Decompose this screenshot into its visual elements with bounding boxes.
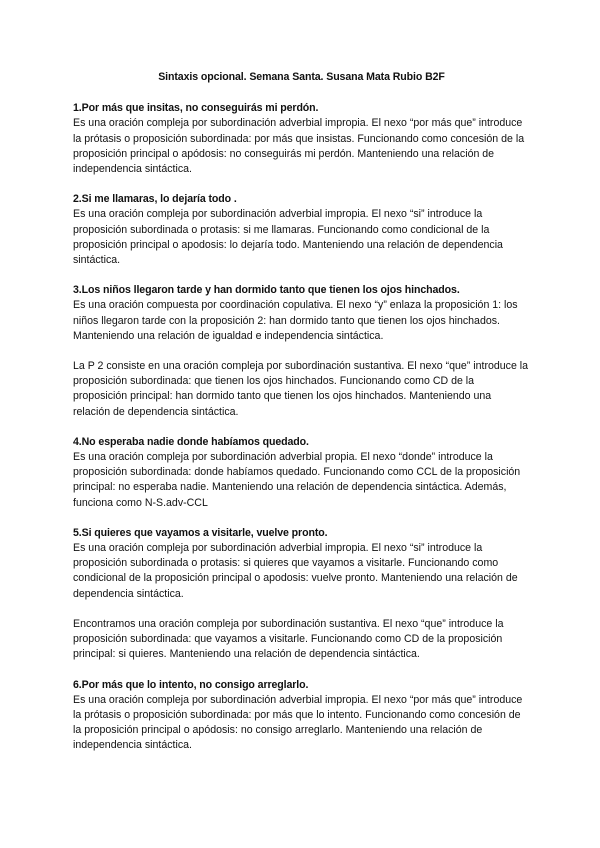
paragraph-spacer — [73, 344, 530, 359]
paragraph-spacer — [73, 602, 530, 617]
section-paragraph: Es una oración compleja por subordinación adverbial impropia. El nexo “por más que” introduce la prótasis o proposición subordinada: por más que insistas. Funcionando como concesión de la proposición principal o apódosis: no conseguirás mi perdón. Manteniendo una relación de independencia sintáctica. — [73, 117, 525, 176]
section-2 — [73, 192, 530, 268]
section-paragraph: Es una oración compuesta por coordinación copulativa. El nexo “y” enlaza la proposición 1: los niños llegaron tarde con la proposición 2: han dormido tanto que tienen los ojos hinchados. Manteniendo una relación de igualdad e independencia sintáctica. — [73, 299, 518, 342]
section-heading: 6.Por más que lo intento, no consigo arreglarlo. — [73, 678, 309, 691]
section-4 — [73, 435, 530, 511]
document-title: Sintaxis opcional. Semana Santa. Susana Mata Rubio B2F — [158, 71, 445, 83]
section-heading: 1.Por más que insitas, no conseguirás mi perdón. — [73, 102, 319, 115]
section-paragraph: Encontramos una oración compleja por subordinación sustantiva. El nexo “que” introduce la proposición subordinada: que vayamos a visitarle. Funcionando como CD de la proposición principal: si quieres. Manteniendo una relación de dependencia sintáctica. — [73, 617, 504, 661]
section-paragraph: Es una oración compleja por subordinación adverbial impropia. El nexo “por más que” introduce la prótasis o proposición subordinada: por más que lo intento. Funcionando como concesión de la proposición principal o apódosis: no consigo arreglarlo. Manteniendo una relación de independencia sintáctica. — [73, 693, 523, 752]
section-3 — [73, 283, 530, 420]
section-paragraph: Es una oración compleja por subordinación adverbial impropia. El nexo “si” introduce la proposición subordinada o protasis: si quieres que vayamos a visitarle. Funcionando como condicional de la proposición principal o apodosis: vuelve pronto. Manteniendo una relación de dependencia sintáctica. — [73, 542, 518, 600]
section-heading: 2.Si me llamaras, lo dejaría todo . — [73, 193, 237, 206]
section-heading: 5.Si quieres que vayamos a visitarle, vuelve pronto. — [73, 526, 328, 539]
section-heading: 3.Los niños llegaron tarde y han dormido tanto que tienen los ojos hinchados. — [73, 284, 460, 297]
section-heading: 4.No esperaba nadie donde habíamos quedado. — [73, 435, 309, 448]
section-paragraph: Es una oración compleja por subordinación adverbial propia. El nexo “donde” introduce la proposición subordinada: donde habíamos quedado. Funcionando como CCL de la proposición principal: no esperaba nadie. Manteniendo una relación de dependencia sintáctica. Además, funciona como N-S.adv-CCL — [73, 451, 521, 509]
section-1 — [73, 101, 530, 177]
section-5 — [73, 526, 530, 663]
section-paragraph: La P 2 consiste en una oración compleja por subordinación sustantiva. El nexo “que” introduce la proposición subordinada: que tienen los ojos hinchados. Funcionando como CD de la proposición principal: han dormido tanto que tienen los ojos hinchados. Manteniendo una relación de dependencia sintáctica. — [73, 360, 529, 418]
section-6 — [73, 678, 530, 754]
section-paragraph: Es una oración compleja por subordinación adverbial impropia. El nexo “si” introduce la proposición subordinada o protasis: si me llamaras. Funcionando como condicional de la proposición principal o apodosis: lo dejaría todo. Manteniendo una relación de dependencia sintáctica. — [73, 208, 503, 267]
